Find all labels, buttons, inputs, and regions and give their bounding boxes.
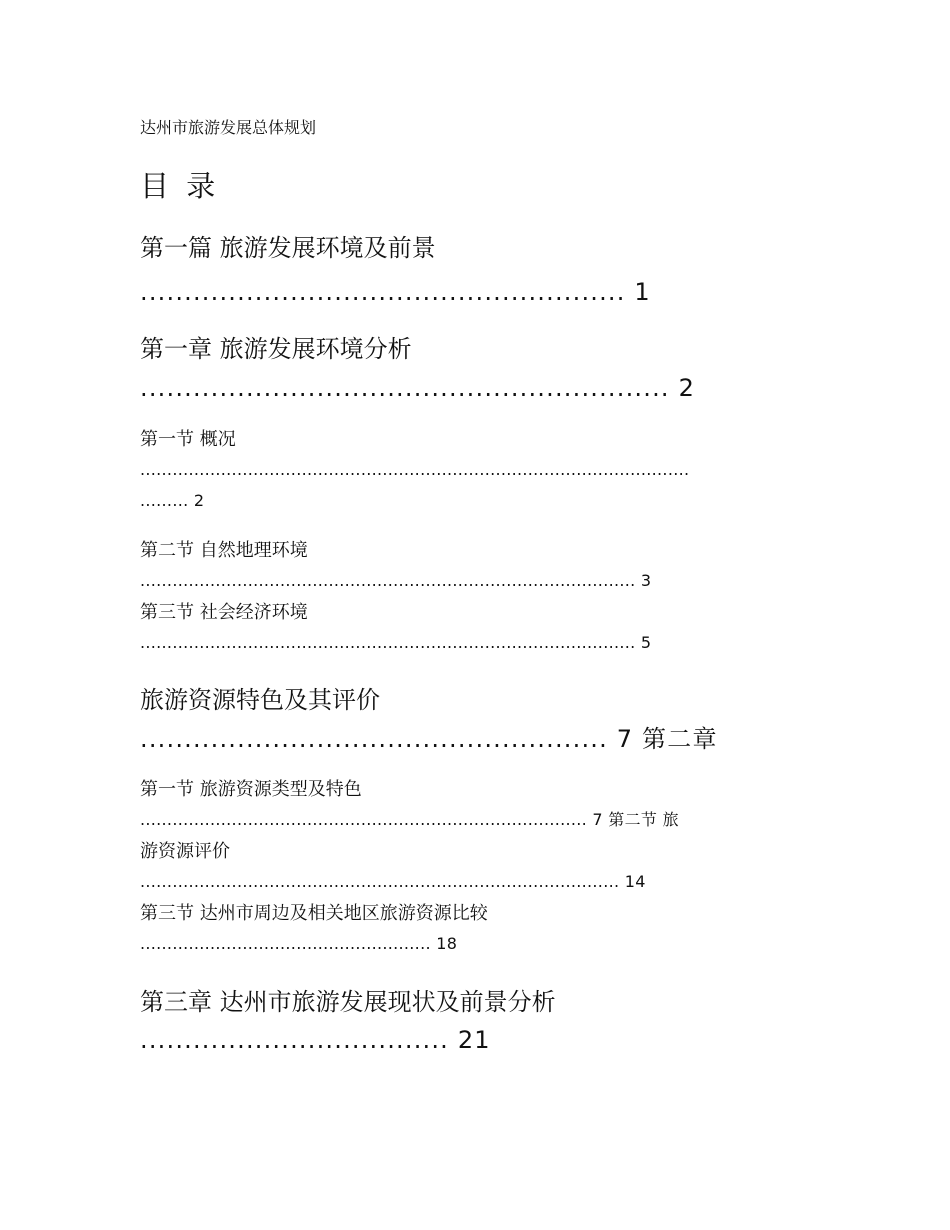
toc-leader-section-types: ................................................................................... 7 第二节 旅 — [140, 810, 679, 829]
toc-entry-section-types[interactable]: 第一节 旅游资源类型及特色 — [140, 779, 362, 800]
toc-entry-section-overview[interactable]: 第一节 概况 — [140, 429, 236, 450]
toc-heading: 目 录 — [140, 169, 220, 203]
toc-entry-section-natural[interactable]: 第二节 自然地理环境 — [140, 540, 308, 561]
toc-entry-chapter-1[interactable]: 第一章 旅游发展环境分析 — [140, 335, 412, 363]
toc-entry-chapter-resources[interactable]: 旅游资源特色及其评价 — [140, 686, 380, 714]
toc-leader-part-1: ....................................................... 1 — [140, 278, 651, 306]
toc-entry-part-1[interactable]: 第一篇 旅游发展环境及前景 — [140, 234, 436, 262]
document-title: 达州市旅游发展总体规划 — [140, 118, 317, 137]
toc-entry-section-comparison[interactable]: 第三节 达州市周边及相关地区旅游资源比较 — [140, 903, 488, 924]
toc-leader-section-natural: ............................................................................................ 3 — [140, 571, 652, 590]
toc-entry-section-social[interactable]: 第三节 社会经济环境 — [140, 602, 308, 623]
toc-leader-chapter-resources: ..................................................... 7 第二章 — [140, 725, 718, 753]
toc-leader-section-overview: ...................................................................................................... — [140, 460, 690, 479]
toc-leader-chapter-1: ............................................................ 2 — [140, 374, 696, 402]
toc-leader-section-overview-page: ......... 2 — [140, 491, 205, 510]
toc-leader-section-evaluation: ......................................................................................... 14 — [140, 872, 646, 891]
toc-entry-chapter-3[interactable]: 第三章 达州市旅游发展现状及前景分析 — [140, 988, 556, 1016]
toc-entry-section-evaluation[interactable]: 游资源评价 — [140, 841, 230, 862]
toc-leader-chapter-3: ................................... 21 — [140, 1026, 491, 1054]
toc-leader-section-comparison: ...................................................... 18 — [140, 934, 458, 953]
toc-leader-section-social: ............................................................................................ 5 — [140, 633, 652, 652]
